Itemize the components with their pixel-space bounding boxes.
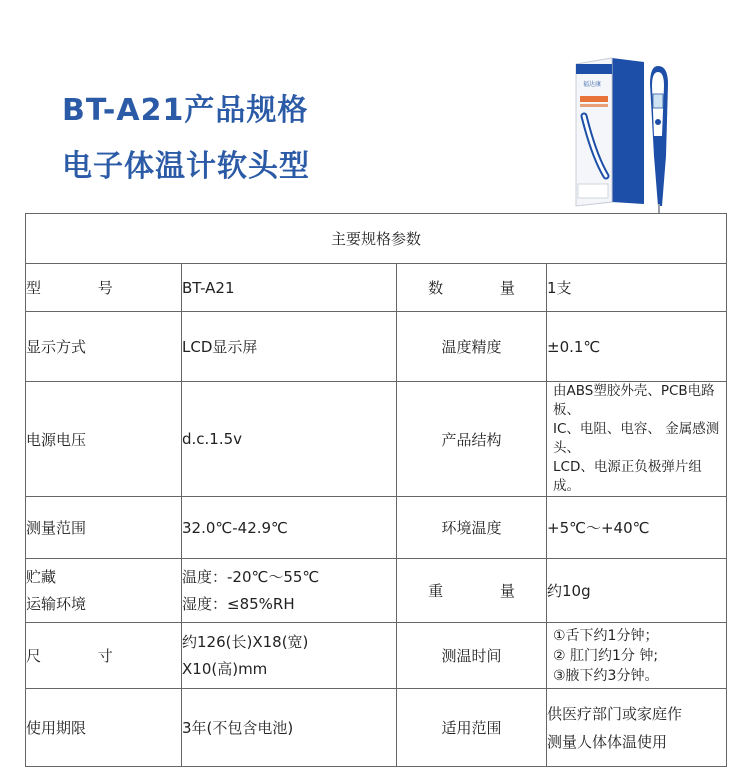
row-label: 环境温度 (397, 497, 547, 559)
row-label: 贮藏 运输环境 (26, 559, 182, 623)
row-label: 显示方式 (26, 312, 182, 382)
row-label: 数 量 (397, 264, 547, 312)
row-value: d.c.1.5v (182, 382, 397, 497)
row-value: +5℃～+40℃ (547, 497, 727, 559)
row-value: LCD显示屏 (182, 312, 397, 382)
row-label: 型 号 (26, 264, 182, 312)
row-value: 温度：-20℃～55℃ 湿度：≤85%RH (182, 559, 397, 623)
row-value: 1支 (547, 264, 727, 312)
row-label: 测量范围 (26, 497, 182, 559)
row-label: 测温时间 (397, 623, 547, 689)
row-label: 温度精度 (397, 312, 547, 382)
row-value: ①舌下约1分钟； ② 肛门约1分 钟; ③腋下约3分钟。 (547, 623, 727, 689)
page-title: BT-A21产品规格 (62, 93, 309, 128)
product-image (572, 56, 682, 216)
table-row (26, 623, 727, 689)
row-label: 使用期限 (26, 689, 182, 767)
row-value: 约126(长)X18(宽) X10(高)mm (182, 623, 397, 689)
row-value: BT-A21 (182, 264, 397, 312)
thermometer-package-illustration (572, 56, 682, 216)
row-value: 3年(不包含电池) (182, 689, 397, 767)
table-row (26, 497, 727, 559)
row-value: 32.0℃-42.9℃ (182, 497, 397, 559)
table-header-row (26, 214, 727, 264)
brand-text: 福达康 (583, 81, 602, 88)
table-row (26, 264, 727, 312)
row-value: 由ABS塑胶外壳、PCB电路板、 IC、电阻、电容、 金属感测头、 LCD、电源正负极弹片组成。 (547, 382, 727, 497)
spec-table (25, 213, 727, 767)
row-label: 适用范围 (397, 689, 547, 767)
table-row (26, 382, 727, 497)
row-label: 尺 寸 (26, 623, 182, 689)
table-row (26, 312, 727, 382)
table-row (26, 559, 727, 623)
table-row (26, 689, 727, 767)
row-label: 产品结构 (397, 382, 547, 497)
row-value: 供医疗部门或家庭作 测量人体体温使用 (547, 689, 727, 767)
row-value: 约10g (547, 559, 727, 623)
row-label: 重 量 (397, 559, 547, 623)
table-title: 主要规格参数 (26, 214, 727, 264)
row-label: 电源电压 (26, 382, 182, 497)
page-subtitle: 电子体温计软头型 (62, 149, 310, 184)
row-value: ±0.1℃ (547, 312, 727, 382)
